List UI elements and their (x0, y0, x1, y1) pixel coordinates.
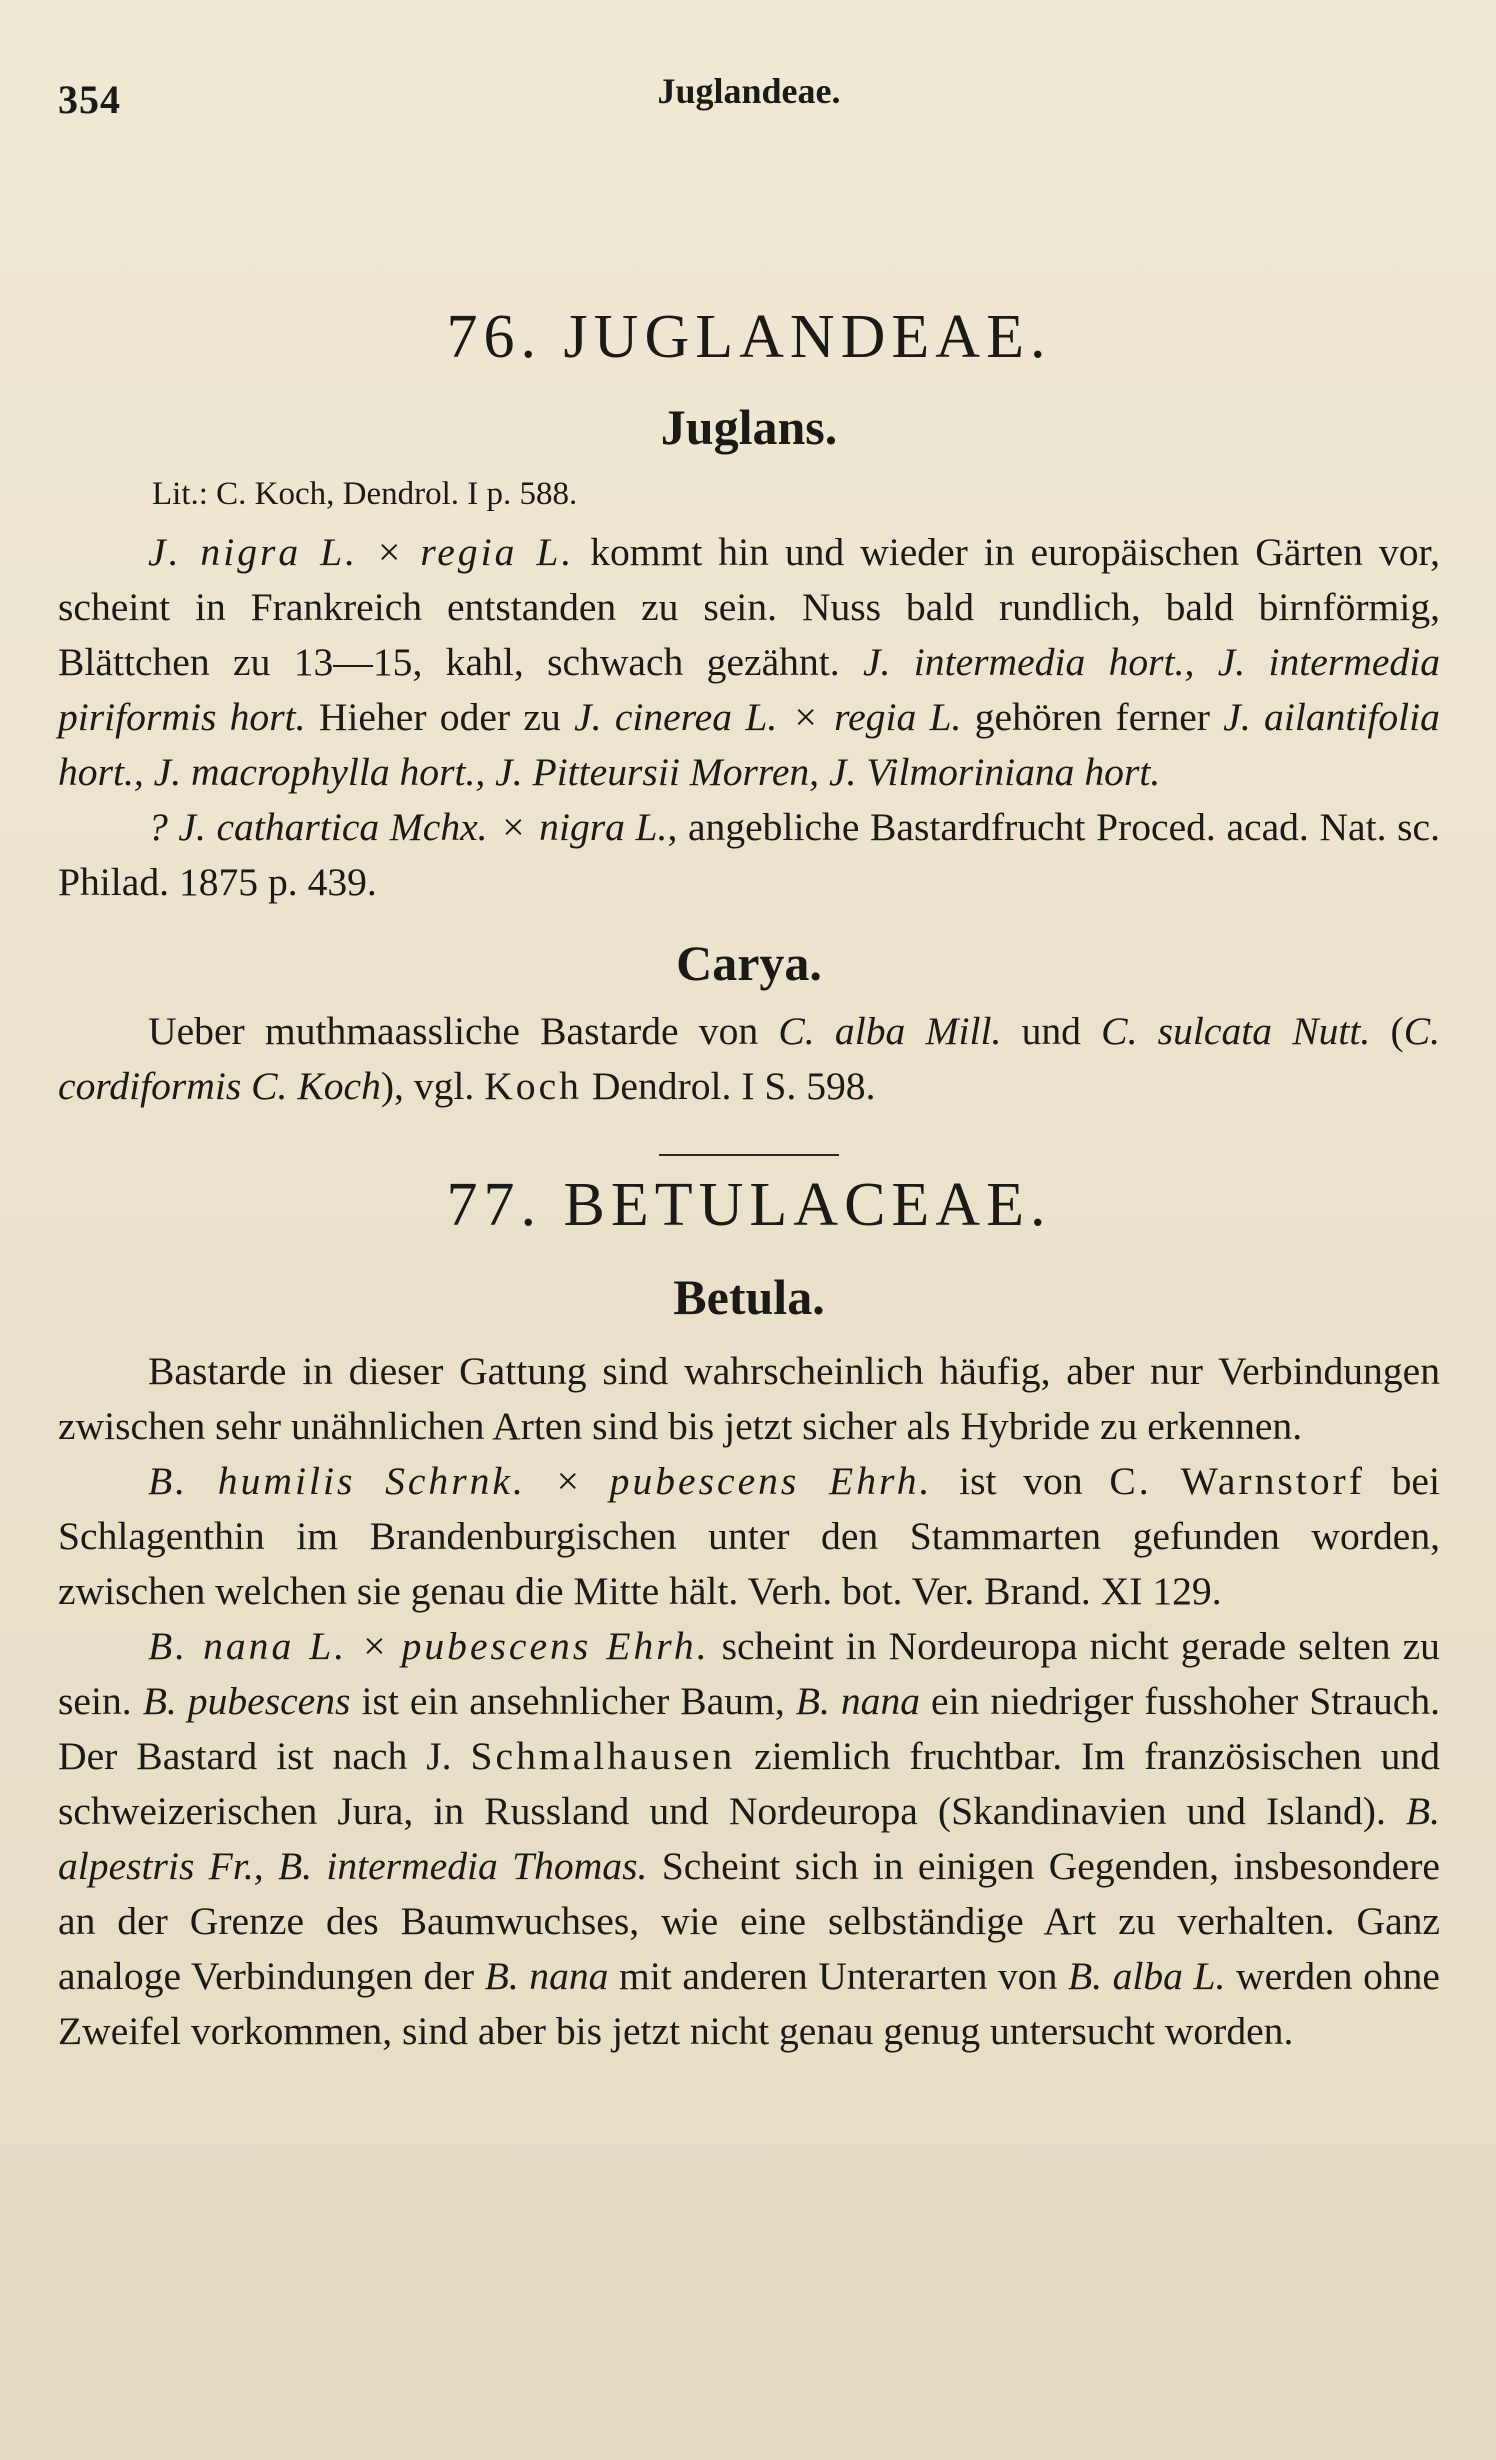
author-name: Schmalhausen (470, 1734, 736, 1778)
hybrid-cross-sign: × (556, 1459, 579, 1503)
paragraph-text: Scheint sich in einigen Gegenden, insbesondere an der Grenze des Baumwuchses, wie eine selbständige Art zu verhalten. Ganz analoge Verbindungen der (58, 1844, 1440, 1998)
species-name: B. alpestris Fr., B. intermedia Thomas. (58, 1789, 1440, 1888)
page-number: 354 (58, 77, 121, 122)
author-name: C. Warnstorf (1109, 1459, 1365, 1503)
running-title: Juglandeae. (657, 71, 841, 111)
species-name: B. pubescens (142, 1679, 351, 1723)
species-name: regia L. (420, 530, 575, 574)
species-name: B. nana L. (148, 1624, 348, 1668)
section-divider (659, 1154, 839, 1156)
family-title-betulaceae: 77. BETULACEAE. (446, 1171, 1052, 1239)
genus-title-carya: Carya. (676, 935, 822, 991)
species-name: B. humilis Schrnk. (148, 1459, 526, 1503)
paragraph-juglans-1 (58, 525, 1440, 800)
paragraph-text: gehören ferner (961, 695, 1224, 739)
paragraph-carya-1 (58, 1004, 1440, 1114)
paragraph-betula-2 (58, 1454, 1440, 1619)
species-name: nigra L. (539, 805, 668, 849)
species-name: B. alba L. (1067, 1954, 1226, 1998)
hybrid-cross-sign: × (363, 1624, 386, 1668)
paragraph-text: und (1001, 1009, 1102, 1053)
paragraph-text: ist ein ansehnlicher Baum, (350, 1679, 796, 1723)
running-head (58, 68, 1440, 128)
paragraph-text: Hieher oder zu (305, 695, 575, 739)
paragraph-text: ( (1370, 1009, 1404, 1053)
species-name: ? J. cathartica Mchx. (148, 805, 488, 849)
species-name: C. sulcata Nutt. (1101, 1009, 1371, 1053)
paragraph-text: kommt hin und wieder in europäischen Gärten vor, scheint in Frankreich entstanden zu sein. Nuss bald rundlich, bald birnförmig, Blättchen zu 13—15, kahl, schwach gezähnt. (58, 530, 1440, 684)
species-name: J. cinerea L. (574, 695, 778, 739)
paragraph-text: ), vgl. (380, 1064, 485, 1108)
paragraph-text: Dendrol. I S. 598. (581, 1064, 876, 1108)
paragraph-text: werden ohne Zweifel vorkommen, sind aber bis jetzt nicht genau genug untersucht worden. (58, 1954, 1440, 2053)
paragraph-text: mit anderen Unterarten von (608, 1954, 1068, 1998)
paragraph-text: , angebliche Bastardfrucht Proced. acad. Nat. sc. Philad. 1875 p. 439. (58, 805, 1440, 904)
paragraph-betula-3 (58, 1619, 1440, 2059)
species-name: C. cordiformis C. Koch (58, 1009, 1441, 1108)
paragraph-text: ein niedriger fusshoher Strauch. Der Bastard ist nach J. (58, 1679, 1441, 1778)
genus-title-juglans: Juglans. (660, 399, 838, 455)
species-name: B. nana (484, 1954, 609, 1998)
species-name: B. nana (795, 1679, 921, 1723)
author-name: Koch (484, 1064, 582, 1108)
genus-title-betula: Betula. (673, 1269, 825, 1325)
paragraph-text: scheint in Nordeuropa nicht gerade selten zu sein. (58, 1624, 1440, 1723)
paragraph-text: bei Schlagenthin im Brandenburgischen unter den Stammarten gefunden worden, zwischen welchen sie genau die Mitte hält. Verh. bot. Ver. Brand. XI 129. (58, 1459, 1440, 1613)
hybrid-cross-sign: × (378, 530, 401, 574)
literature-reference: Lit.: C. Koch, Dendrol. I p. 588. (152, 476, 578, 512)
species-name: J. ailantifolia hort., J. macrophylla hort., J. Pitteursii Morren, J. Vilmoriniana hort. (58, 695, 1440, 794)
species-name: C. alba Mill. (778, 1009, 1002, 1053)
species-name: J. nigra L. (148, 530, 359, 574)
family-title-juglandeae: 76. JUGLANDEAE. (446, 303, 1052, 371)
species-name: regia L. (834, 695, 962, 739)
paragraph-text: ist von (932, 1459, 1110, 1503)
hybrid-cross-sign: × (502, 805, 525, 849)
species-name: pubescens Ehrh. (609, 1459, 933, 1503)
paragraph-betula-1: Bastarde in dieser Gattung sind wahrscheinlich häufig, aber nur Verbindungen zwischen sehr unähnlichen Arten sind bis jetzt sicher als Hybride zu erkennen. (58, 1349, 1440, 1448)
species-name: pubescens Ehrh. (401, 1624, 710, 1668)
paragraph-text: Ueber muthmaassliche Bastarde von (148, 1009, 779, 1053)
paragraph-text: ziemlich fruchtbar. Im französischen und schweizerischen Jura, in Russland und Nordeuropa (Skandinavien und Island). (58, 1734, 1440, 1833)
species-name: J. intermedia hort., J. intermedia piriformis hort. (58, 640, 1440, 739)
paragraph-juglans-2 (58, 800, 1440, 910)
hybrid-cross-sign: × (794, 695, 817, 739)
